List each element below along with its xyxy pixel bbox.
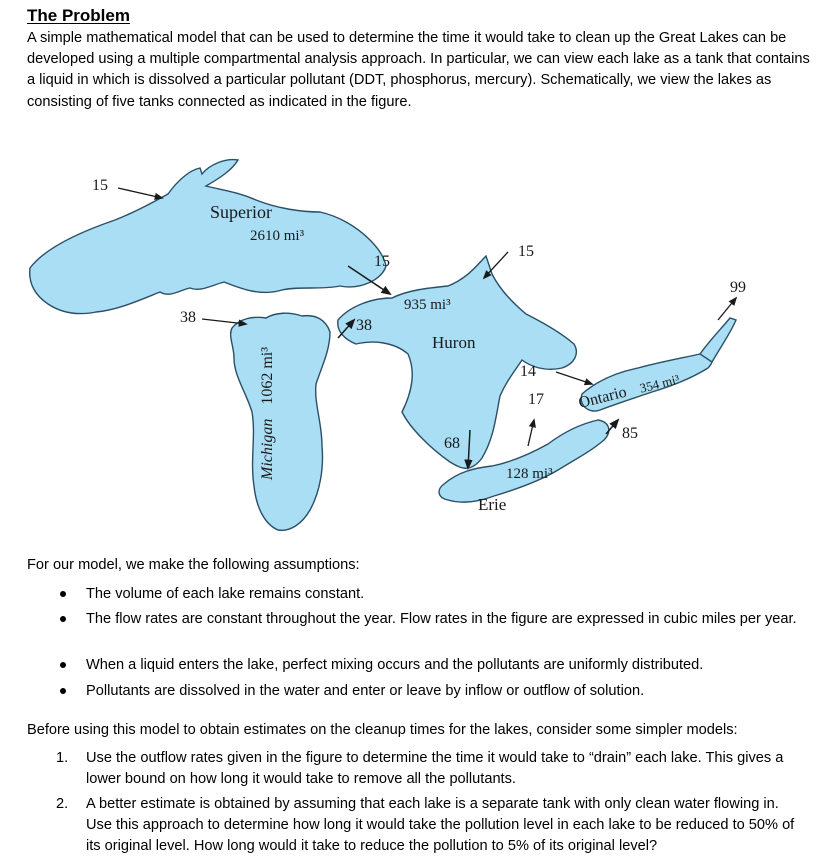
- flow-arrow-out-ontario: [718, 298, 736, 320]
- ontario-name-label: Ontario: [576, 383, 629, 412]
- flow-into-michigan-label: 38: [180, 309, 196, 326]
- intro-paragraph: A simple mathematical model that can be used to determine the time it would take to clean up the Great Lakes can be developed using a multiple compartmental analysis approach. In particular, we can view each lake as a tank that contains a liquid in which is dissolved a particular pollutant (DDT, phosphorus, mercury). Schematically, we view the lakes as consisting of five tanks connected as indicated in the figure.: [27, 30, 810, 110]
- flow-arrow-into-ontario: [556, 372, 592, 384]
- assumption-text: When a liquid enters the lake, perfect mixing occurs and the pollutants are uniformly distributed.: [86, 657, 704, 673]
- list-item: [56, 748, 801, 790]
- michigan-name-label: Michigan: [259, 418, 276, 480]
- huron-volume-label: 935 mi³: [404, 297, 451, 313]
- bullet-icon: [60, 591, 66, 597]
- assumption-text: The flow rates are constant throughout the year. Flow rates in the figure are expressed in cubic miles per year.: [86, 611, 797, 627]
- huron-name-label: Huron: [432, 333, 476, 352]
- flow-into-huron-label: 15: [518, 243, 534, 260]
- flow-into-ontario-label: 14: [520, 363, 536, 380]
- lake-superior-shape: [30, 160, 386, 314]
- step-number: 1.: [56, 750, 69, 766]
- ontario-volume-label: 354 mi³: [638, 371, 681, 396]
- bullet-icon: [60, 616, 66, 622]
- bullet-icon: [60, 662, 66, 668]
- flow-erie-to-ontario-label: 85: [622, 425, 638, 442]
- superior-name-label: Superior: [210, 202, 272, 222]
- bullet-icon: [60, 688, 66, 694]
- list-item: [86, 609, 806, 630]
- michigan-volume-label: 1062 mi³: [259, 346, 276, 405]
- simpler-models-intro: Before using this model to obtain estimates on the cleanup times for the lakes, consider some simpler models:: [27, 722, 738, 738]
- erie-name-label: Erie: [478, 495, 507, 514]
- assumptions-intro: For our model, we make the following assumptions:: [27, 557, 360, 573]
- st-lawrence-river-shape: [700, 318, 736, 362]
- flow-into-erie-label: 17: [528, 391, 544, 408]
- flow-superior-to-huron-label: 15: [374, 253, 390, 270]
- flow-out-ontario-label: 99: [730, 279, 746, 296]
- lake-michigan-shape: [231, 313, 330, 530]
- great-lakes-figure: [0, 140, 833, 540]
- list-item: [86, 655, 806, 676]
- flow-arrow-into-erie: [528, 420, 534, 446]
- step-text: Use the outflow rates given in the figure to determine the time it would take to “drain” each lake. This gives a lower bound on how long it would take to remove all the pollutants.: [86, 750, 784, 788]
- assumption-text: The volume of each lake remains constant.: [86, 586, 365, 602]
- step-number: 2.: [56, 796, 69, 812]
- list-item: [86, 681, 806, 702]
- page-title: The Problem: [27, 6, 130, 25]
- flow-michigan-to-huron-label: 38: [356, 317, 372, 334]
- flow-huron-to-erie-label: 68: [444, 435, 460, 452]
- flow-arrow-into-superior: [118, 188, 162, 198]
- step-text: A better estimate is obtained by assuming that each lake is a separate tank with only clean water flowing in. Use this approach to determine how long it would take the pollution level in each lake to be reduced to 50% of its original level. How long would it take to reduce the pollution to 5% of its original level?: [86, 796, 795, 855]
- list-item: [86, 584, 806, 605]
- superior-volume-label: 2610 mi³: [250, 228, 305, 244]
- erie-volume-label: 128 mi³: [506, 466, 553, 482]
- assumption-text: Pollutants are dissolved in the water and enter or leave by inflow or outflow of solution.: [86, 683, 645, 699]
- list-item: [56, 794, 801, 858]
- flow-into-superior-label: 15: [92, 177, 108, 194]
